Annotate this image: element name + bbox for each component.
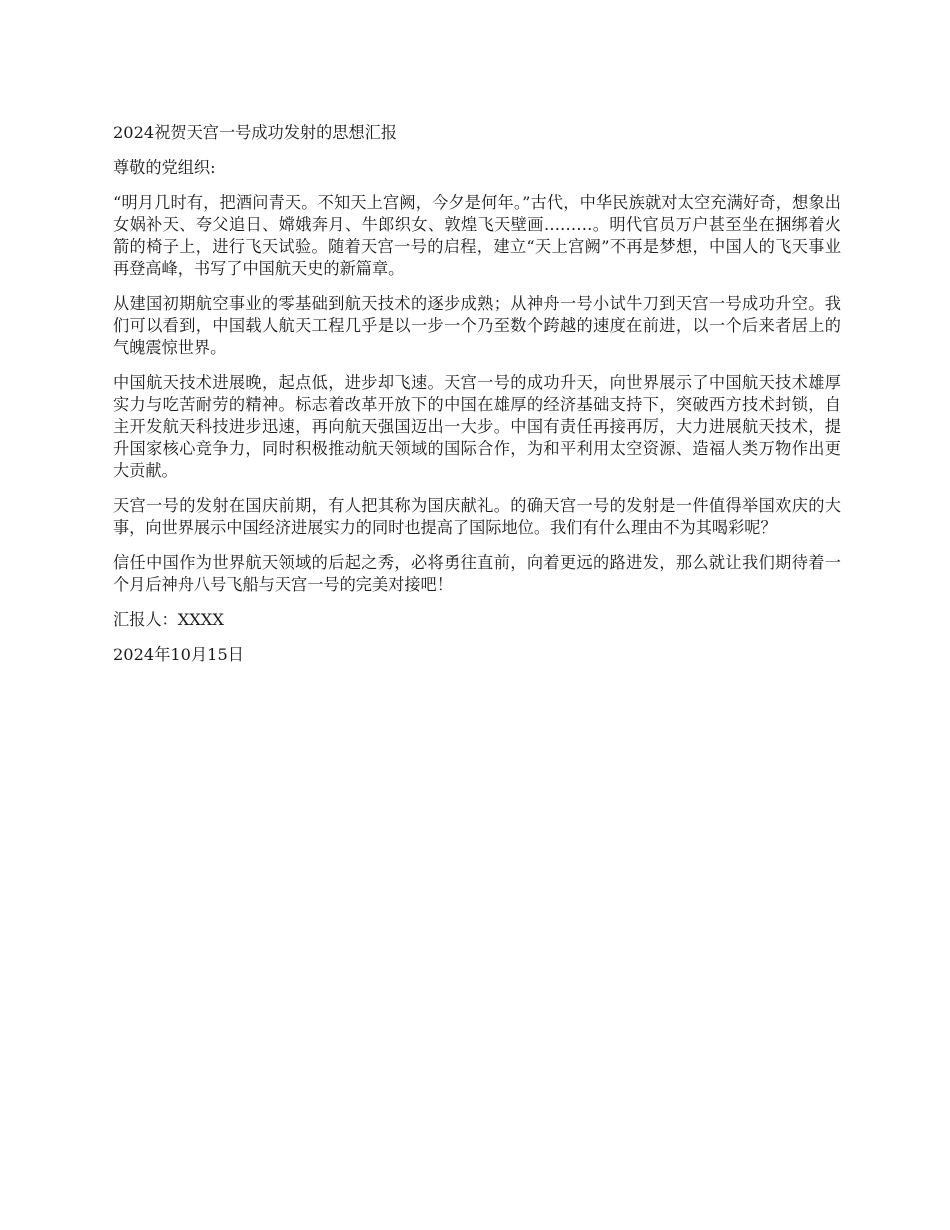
paragraph-3: 中国航天技术进展晚，起点低，进步却飞速。天宫一号的成功升天，向世界展示了中国航天技术雄厚实力与吃苦耐劳的精神。标志着改革开放下的中国在雄厚的经济基础支持下，突破西方技术封锁，自主开发航天科技进步迅速，再向航天强国迈出一大步。中国有责任再接再厉，大力进展航天技术，提升国家核心竞争力，同时积极推动航天领域的国际合作，为和平利用太空资源、造福人类万物作出更大贡献。 — [113, 373, 841, 480]
report-date: 2024年10月15日 — [113, 645, 244, 664]
paragraph-2: 从建国初期航空事业的零基础到航天技术的逐步成熟；从神舟一号小试牛刀到天宫一号成功升空。我们可以看到，中国载人航天工程几乎是以一步一个乃至数个跨越的速度在前进，以一个后来者居上的气魄震惊世界。 — [113, 294, 841, 357]
paragraph-5: 信任中国作为世界航天领域的后起之秀，必将勇往直前，向着更远的路进发，那么就让我们期待着一个月后神舟八号飞船与天宫一号的完美对接吧！ — [113, 553, 841, 594]
salutation: 尊敬的党组织: — [113, 158, 216, 177]
paragraph-1: “明月几时有，把酒问青天。不知天上宫阙，今夕是何年。”古代，中华民族就对太空充满好奇，想象出女娲补天、夸父追日、嫦娥奔月、牛郎织女、敦煌飞天壁画………。明代官员万户甚至坐在捆绑着火箭的椅子上，进行飞天试验。随着天宫一号的启程，建立“天上宫阙”不再是梦想，中国人的飞天事业再登高峰，书写了中国航天史的新篇章。 — [113, 193, 841, 278]
document-page — [113, 122, 841, 679]
paragraph-4: 天宫一号的发射在国庆前期，有人把其称为国庆献礼。的确天宫一号的发射是一件值得举国欢庆的大事，向世界展示中国经济进展实力的同时也提高了国际地位。我们有什么理由不为其喝彩呢？ — [113, 496, 841, 537]
document-title: 2024祝贺天宫一号成功发射的思想汇报 — [113, 123, 398, 142]
signature: 汇报人：XXXX — [113, 610, 224, 629]
